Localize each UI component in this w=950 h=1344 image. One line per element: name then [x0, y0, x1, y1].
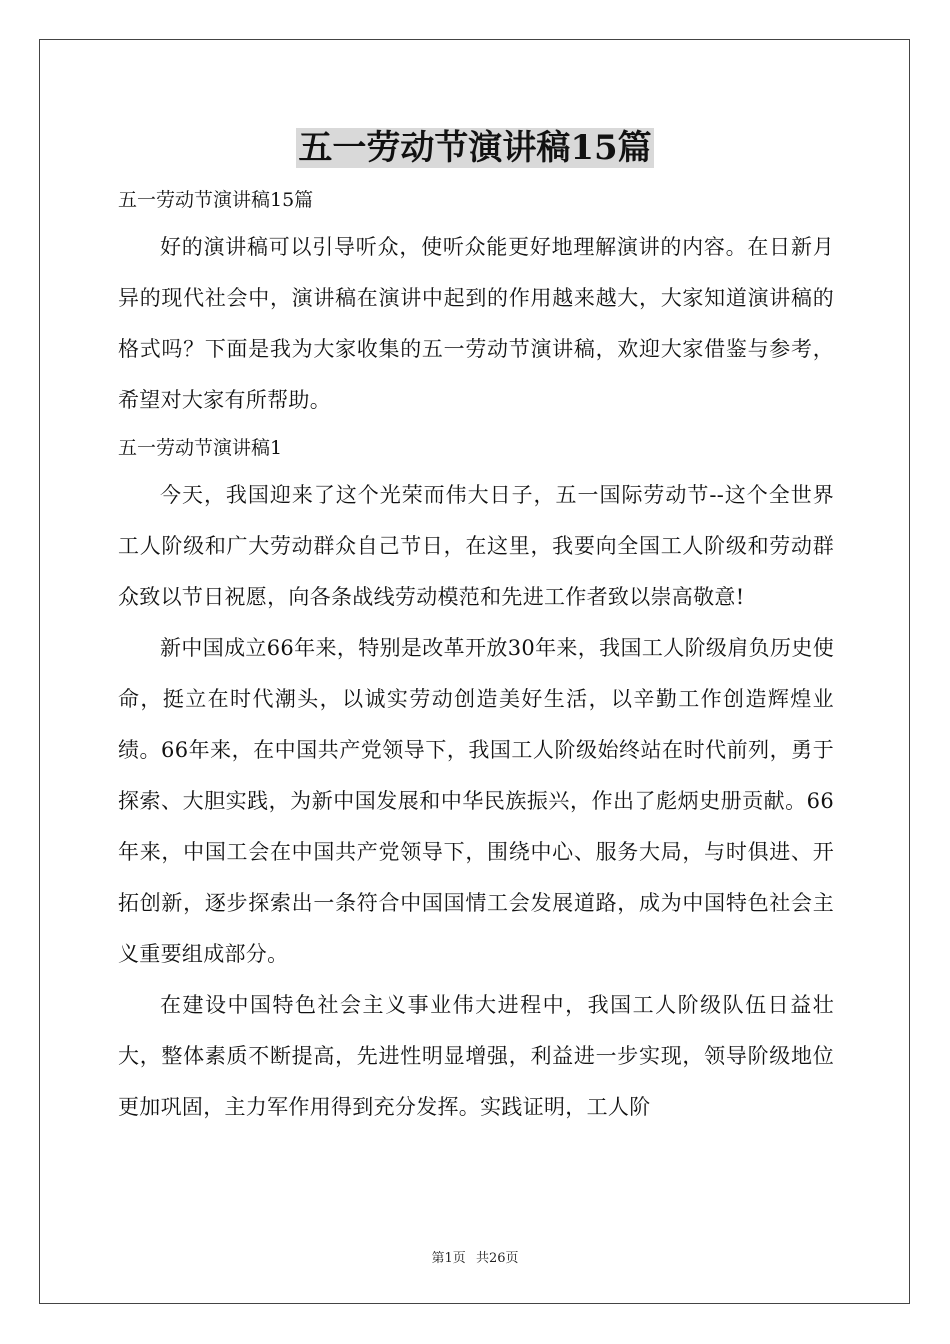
section-heading: 五一劳动节演讲稿1 — [118, 437, 283, 459]
body-paragraph-3: 在建设中国特色社会主义事业伟大进程中，我国工人阶级队伍日益壮大，整体素质不断提高，先进性明显增强，利益进一步实现，领导阶级地位更加巩固，主力军作用得到充分发挥。实践证明，工人阶 — [118, 993, 834, 1119]
document-subtitle: 五一劳动节演讲稿15篇 — [118, 189, 314, 211]
body-paragraph-1: 今天，我国迎来了这个光荣而伟大日子，五一国际劳动节--这个全世界工人阶级和广大劳动群众自己节日，在这里，我要向全国工人阶级和劳动群众致以节日祝愿，向各条战线劳动模范和先进工作者致以崇高敬意! — [118, 483, 834, 609]
body-paragraph-2: 新中国成立66年来，特别是改革开放30年来，我国工人阶级肩负历史使命，挺立在时代潮头，以诚实劳动创造美好生活，以辛勤工作创造辉煌业绩。66年来，在中国共产党领导下，我国工人阶级始终站在时代前列，勇于探索、大胆实践，为新中国发展和中华民族振兴，作出了彪炳史册贡献。66年来，中国工会在中国共产党领导下，围绕中心、服务大局，与时俱进、开拓创新，逐步探索出一条符合中国国情工会发展道路，成为中国特色社会主义重要组成部分。 — [118, 636, 834, 966]
intro-paragraph: 好的演讲稿可以引导听众，使听众能更好地理解演讲的内容。在日新月异的现代社会中，演讲稿在演讲中起到的作用越来越大，大家知道演讲稿的格式吗？下面是我为大家收集的五一劳动节演讲稿，欢迎大家借鉴与参考，希望对大家有所帮助。 — [118, 235, 834, 412]
document-body — [118, 178, 834, 1133]
document-title-text: 五一劳动节演讲稿15篇 — [298, 128, 652, 168]
page-total: 共26页 — [475, 1251, 519, 1266]
page-footer — [0, 1247, 950, 1266]
document-title — [0, 124, 950, 172]
page-number: 第1页 — [431, 1251, 466, 1266]
